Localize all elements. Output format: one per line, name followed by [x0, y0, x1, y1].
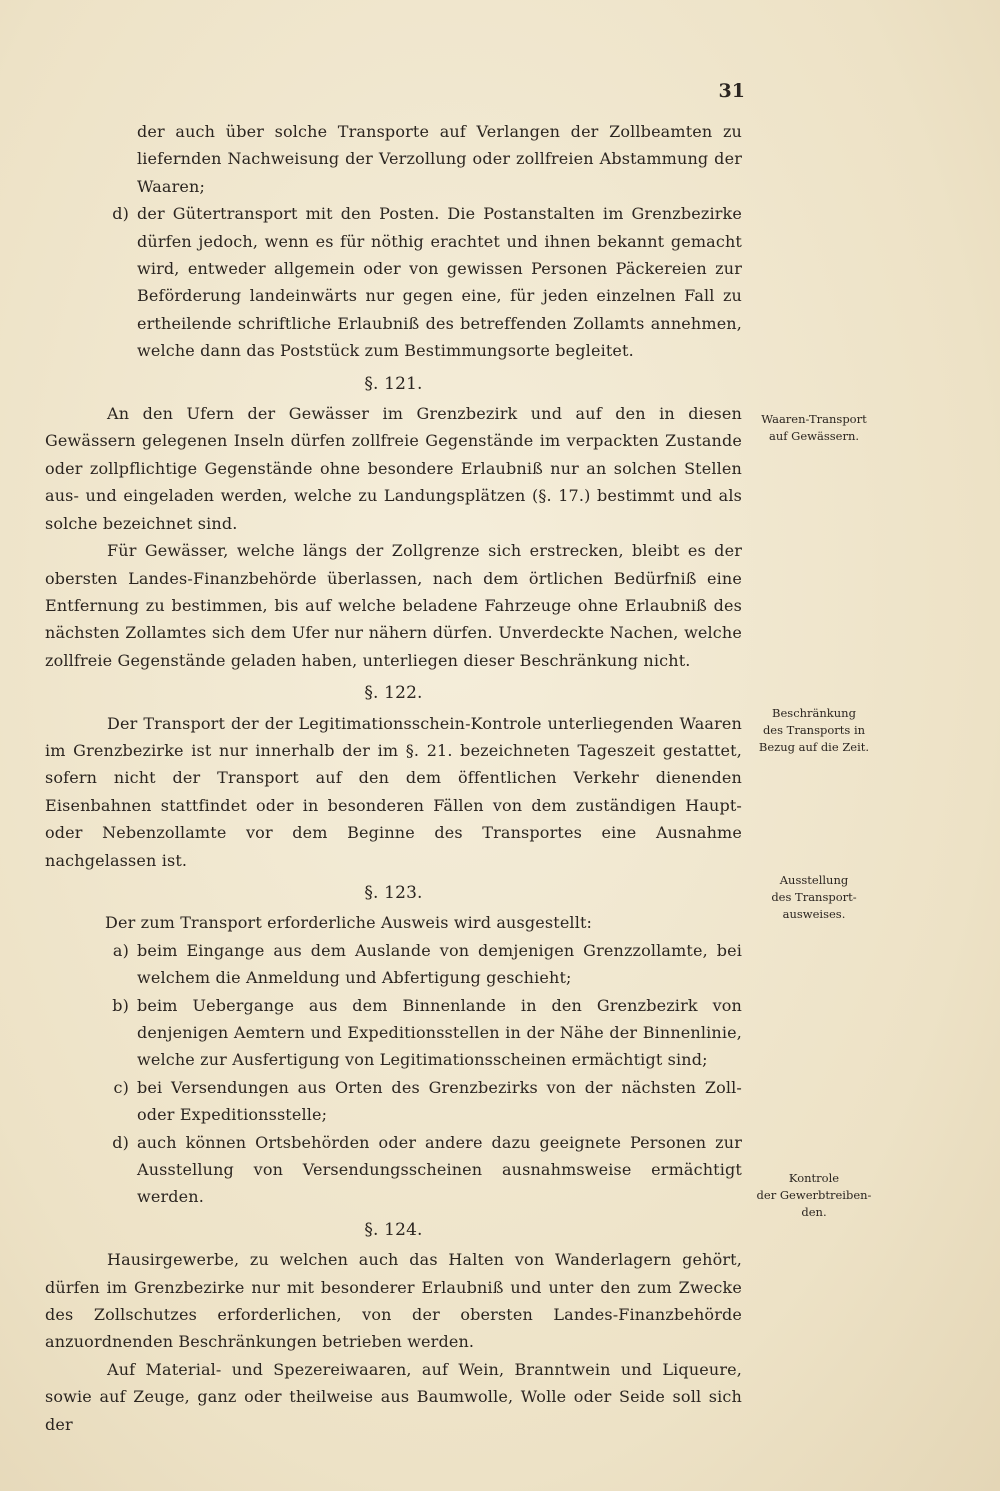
item-label: b)	[112, 995, 129, 1015]
item-text: bei Versendungen aus Orten des Grenzbezirks von der nächsten Zoll- oder Expeditionsstelle;	[137, 1077, 742, 1125]
margin-note-transport-waters	[748, 411, 880, 445]
margin-note-line: Bezug auf die Zeit.	[758, 740, 870, 754]
paragraph: An den Ufern der Gewässer im Grenzbezirk und auf den in diesen Gewässern gelegenen Inseln dürfen zollfreie Gegenstände im verpackten Zustande oder zollpflichtige Gegenstände ohne besondere Erlaubniß nur an solchen Stellen aus- und eingeladen werden, welche zu Landungsplätzen (§. 17.) bestimmt und als solche bezeichnet sind.	[45, 404, 742, 533]
item-label: a)	[112, 940, 129, 960]
continuation-paragraph: der auch über solche Transporte auf Verlangen der Zollbeamten zu liefernden Nachweisung der Verzollung oder zollfreien Abstammung der Waaren;	[137, 122, 742, 196]
section-heading-122: §. 122.	[364, 683, 423, 704]
main-text	[45, 118, 742, 1438]
paragraph: Für Gewässer, welche längs der Zollgrenze sich erstrecken, bleibt es der obersten Landes-Finanzbehörde überlassen, nach dem örtlichen Bedürfniß eine Entfernung zu bestimmen, bis auf welche beladene Fahrzeuge ohne Erlaubniß des nächsten Zollamtes sich dem Ufer nur nähern dürfen. Unverdeckte Nachen, welche zollfreie Gegenstände geladen haben, unterliegen dieser Beschränkung nicht.	[45, 541, 742, 670]
margin-note-time-restriction	[748, 705, 880, 756]
list-item-a	[45, 937, 742, 992]
item-text: der Gütertransport mit den Posten. Die Postanstalten im Grenzbezirke dürfen jedoch, wenn es für nöthig erachtet und ihnen bekannt gemacht wird, entweder allgemein oder von gewissen Personen Päckereien zur Beförderung landeinwärts nur gegen eine, für jeden einzelnen Fall zu ertheilende schriftliche Erlaubniß des betreffenden Zollamts annehmen, welche dann das Poststück zum Bestimmungsorte begleitet.	[137, 204, 742, 361]
paragraph: Der Transport der der Legitimationsschein-Kontrole unterliegenden Waaren im Grenzbezirke ist nur innerhalb der im §. 21. bezeichneten Tageszeit gestattet, sofern nicht der Transport auf den dem öffentlichen Verkehr dienenden Eisenbahnen stattfindet oder in besonderen Fällen von dem zuständigen Haupt- oder Nebenzollamte vor dem Beginne des Transportes eine Ausnahme nachgelassen ist.	[45, 713, 742, 870]
margin-note-line: Beschränkung	[772, 706, 856, 720]
margin-note-trade-control	[748, 1170, 880, 1221]
section-heading-124: §. 124.	[364, 1219, 423, 1240]
margin-note-line: des Transport-	[771, 890, 857, 904]
item-label: d)	[112, 1132, 129, 1152]
item-text: beim Uebergange aus dem Binnenlande in den Grenzbezirk von denjenigen Aemtern und Expeditionsstellen in der Nähe der Binnenlinie, welche zur Ausfertigung von Legitimationsscheinen ermächtigt sind;	[137, 995, 742, 1070]
section-heading-123: §. 123.	[364, 882, 423, 903]
paragraph: Hausirgewerbe, zu welchen auch das Halten von Wanderlagern gehört, dürfen im Grenzbezirke nur mit besonderer Erlaubniß und unter den zum Zwecke des Zollschutzes erforderlichen, von der obersten Landes-Finanzbehörde anzuordnenden Beschränkungen betrieben werden.	[45, 1250, 742, 1352]
list-item-d	[45, 200, 742, 364]
intro-paragraph: Der zum Transport erforderliche Ausweis wird ausgestellt:	[105, 913, 593, 933]
margin-note-line: des Transports in	[762, 723, 866, 737]
list-item-c	[45, 1074, 742, 1129]
margin-note-line: der Gewerbtreiben-	[756, 1188, 872, 1202]
margin-note-issuance	[748, 872, 880, 923]
item-text: beim Eingange aus dem Auslande von demjenigen Grenzzollamte, bei welchem die Anmeldung und Abfertigung geschieht;	[137, 940, 742, 988]
margin-note-line: Ausstellung	[779, 873, 849, 887]
margin-note-line: den.	[801, 1205, 827, 1219]
margin-note-line: Kontrole	[788, 1171, 840, 1185]
list-item-d2	[45, 1129, 742, 1211]
item-label: d)	[112, 204, 129, 224]
page-number: 31	[718, 80, 745, 102]
item-label: c)	[113, 1077, 129, 1097]
margin-note-line: auf Gewässern.	[768, 429, 860, 443]
section-heading-121: §. 121.	[364, 373, 423, 394]
margin-note-line: Waaren-Transport	[761, 412, 867, 426]
list-item-b	[45, 992, 742, 1074]
paragraph: Auf Material- und Spezereiwaaren, auf Wein, Branntwein und Liqueure, sowie auf Zeuge, ganz oder theilweise aus Baumwolle, Wolle oder Seide soll sich der	[45, 1359, 742, 1434]
item-text: auch können Ortsbehörden oder andere dazu geeignete Personen zur Ausstellung von Versendungsscheinen ausnahmsweise ermächtigt werden.	[137, 1132, 742, 1207]
margin-note-line: ausweises.	[782, 907, 846, 921]
